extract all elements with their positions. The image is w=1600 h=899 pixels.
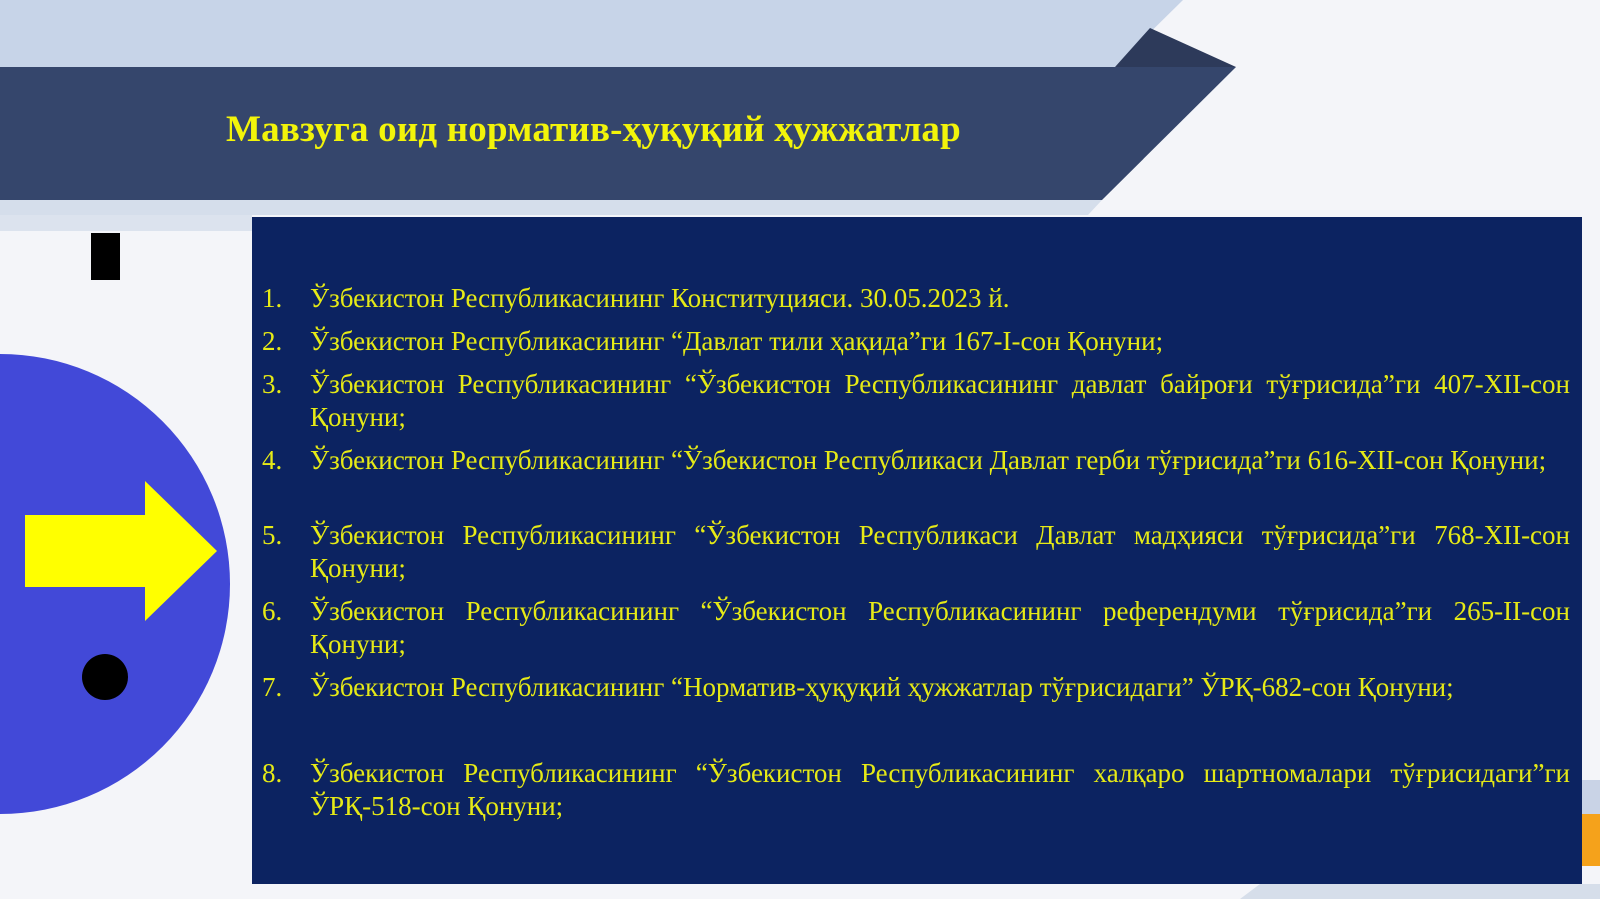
below-header-strip <box>0 200 1102 215</box>
right-edge-orange <box>1582 814 1600 866</box>
content-panel <box>252 217 1582 884</box>
list-item-number: 6. <box>262 596 283 626</box>
list-item-number: 4. <box>262 445 283 475</box>
below-header-strip-left <box>0 215 252 231</box>
slide-title: Мавзуга оид норматив-ҳуқуқий ҳужжатлар <box>226 109 961 150</box>
black-dot-decoration <box>82 654 128 700</box>
list-item-number: 7. <box>262 672 283 702</box>
list-item-text: Ўзбекистон Республикасининг “Ўзбекистон Республикаси Давлат герби тўғрисида”ги 616-XII-сон Қонуни; <box>310 445 1547 475</box>
list-item-text: Ўзбекистон Республикасининг “Норматив-ҳуқуқий ҳужжатлар тўғрисидаги” ЎРҚ-682-сон Қонуни; <box>310 672 1454 702</box>
right-edge-light <box>1582 780 1600 814</box>
list-item-number: 5. <box>262 520 283 550</box>
black-bar-decoration <box>91 233 120 280</box>
list-item-text: Ўзбекистон Республикасининг “Ўзбекистон Республикасининг давлат байроғи тўғрисида”ги 407-XII-сон Қонуни; <box>310 369 1570 432</box>
list-item-text: Ўзбекистон Республикасининг “Ўзбекистон Республикасининг референдуми тўғрисида”ги 265-II-сон Қонуни; <box>310 596 1570 659</box>
list-item-number: 3. <box>262 369 283 399</box>
list-item-text: Ўзбекистон Республикасининг “Ўзбекистон Республикасининг халқаро шартномалари тўғрисидаги”ги ЎРҚ-518-сон Қонуни; <box>310 758 1570 821</box>
list-item-number: 8. <box>262 758 283 788</box>
bottom-right-strip <box>1240 884 1600 899</box>
list-item-text: Ўзбекистон Республикасининг Конституцияси. 30.05.2023 й. <box>310 283 1010 313</box>
right-arrow-icon <box>0 473 230 633</box>
top-light-band <box>0 0 1183 67</box>
list-item-number: 1. <box>262 283 283 313</box>
list-item-text: Ўзбекистон Республикасининг “Ўзбекистон Республикаси Давлат мадҳияси тўғрисида”ги 768-XII-сон Қонуни; <box>310 520 1570 583</box>
documents-list <box>252 217 1582 884</box>
list-item-number: 2. <box>262 326 283 356</box>
list-item-text: Ўзбекистон Республикасининг “Давлат тили ҳақида”ги 167-I-сон Қонуни; <box>310 326 1164 356</box>
